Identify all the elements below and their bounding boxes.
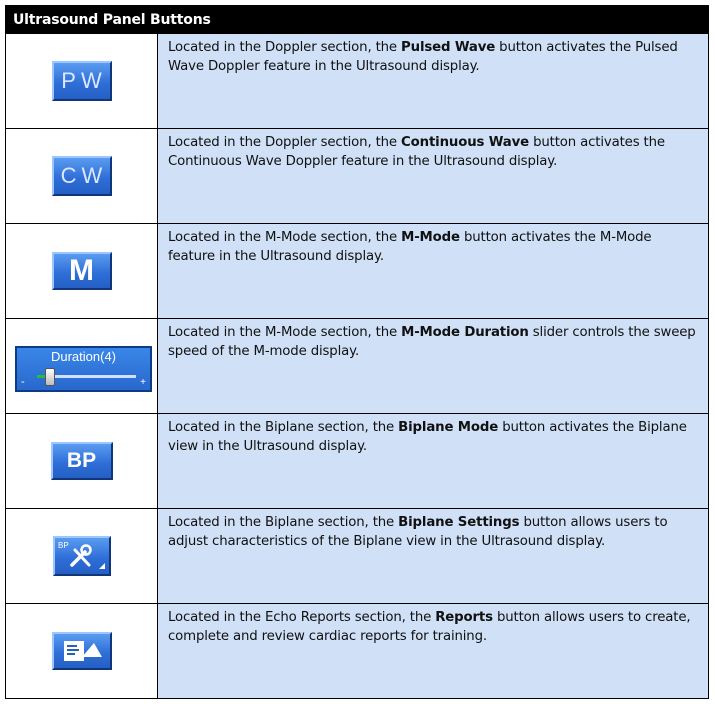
- icon-cell: [6, 414, 158, 508]
- slider-plus: +: [140, 377, 146, 388]
- pulsed-wave-button-icon: PW: [52, 61, 112, 101]
- description-cell: Located in the Doppler section, the Pulsed Wave button activates the Pulsed Wave Doppler feature in the Ultrasound display.: [158, 34, 708, 128]
- biplane-settings-button-icon: [53, 536, 111, 576]
- description-cell: Located in the M-Mode section, the M-Mode button activates the M-Mode feature in the Ultrasound display.: [158, 224, 708, 318]
- table-row-biplane-settings: [6, 508, 708, 603]
- continuous-wave-button-icon: CW: [52, 156, 112, 196]
- description-cell: Located in the Biplane section, the Biplane Mode button activates the Biplane view in the Ultrasound display.: [158, 414, 708, 508]
- description-cell: Located in the Echo Reports section, the Reports button allows users to create, complete and review cardiac reports for training.: [158, 604, 708, 698]
- slider-minus: -: [21, 376, 25, 388]
- biplane-mode-button-icon: BP: [51, 442, 113, 480]
- table-row-m-mode-duration: [6, 318, 708, 413]
- description-cell: Located in the Doppler section, the Continuous Wave button activates the Continuous Wave Doppler feature in the Ultrasound display.: [158, 129, 708, 223]
- table-row-continuous-wave: [6, 128, 708, 223]
- slider-label: Duration(4): [50, 349, 117, 364]
- icon-cell: [6, 34, 158, 128]
- icon-cell: [6, 319, 158, 413]
- icon-cell: [6, 224, 158, 318]
- table-header: Ultrasound Panel Buttons: [6, 6, 708, 34]
- table-row-biplane-mode: [6, 413, 708, 508]
- description-cell: Located in the Biplane section, the Biplane Settings button allows users to adjust characteristics of the Biplane view in the Ultrasound display.: [158, 509, 708, 603]
- table-row-pulsed-wave: [6, 34, 708, 128]
- svg-text:BP: BP: [57, 541, 69, 550]
- reports-button-icon: [52, 632, 112, 670]
- wrench-screwdriver-icon: [55, 538, 109, 574]
- slider-thumb: [45, 368, 55, 386]
- table-row-m-mode: [6, 223, 708, 318]
- description-cell: Located in the M-Mode section, the M-Mode Duration slider controls the sweep speed of the M-mode display.: [158, 319, 708, 413]
- m-mode-duration-slider-icon: [15, 346, 152, 392]
- report-document-icon: [58, 637, 106, 665]
- table-row-reports: [6, 603, 708, 698]
- icon-cell: [6, 604, 158, 698]
- m-mode-button-icon: M: [52, 252, 112, 290]
- icon-cell: [6, 509, 158, 603]
- icon-cell: [6, 129, 158, 223]
- ultrasound-panel-buttons-table: [5, 5, 709, 699]
